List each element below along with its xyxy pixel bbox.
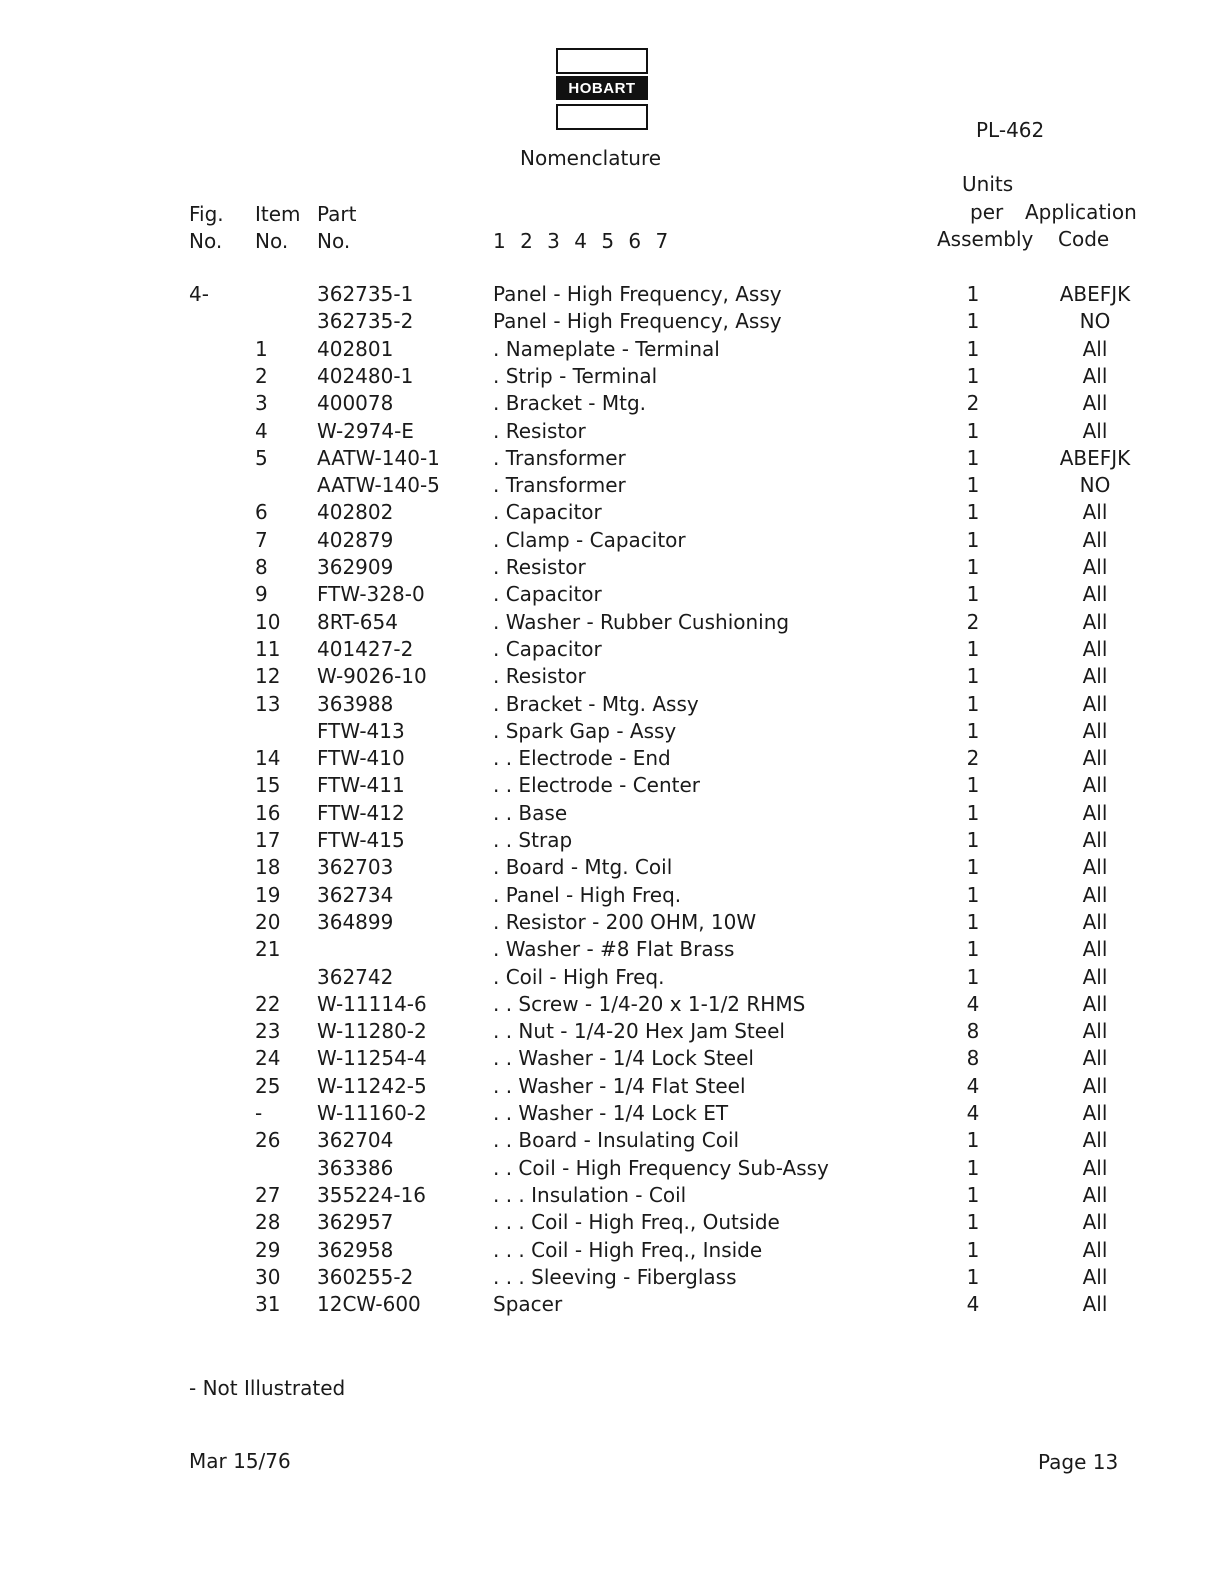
nomenclature: . Panel - High Freq. (493, 883, 682, 907)
application-code: NO (1079, 473, 1111, 497)
part-number: 12CW-600 (317, 1292, 421, 1316)
table-row (0, 772, 1222, 799)
units-per-assembly: 1 (966, 364, 980, 388)
application-code: All (1082, 937, 1108, 961)
application-code: All (1082, 664, 1108, 688)
table-row (0, 445, 1222, 472)
table-row (0, 964, 1222, 991)
item-number: 7 (255, 528, 268, 552)
units-per-assembly: 1 (966, 828, 980, 852)
part-number: 362957 (317, 1210, 394, 1234)
nomenclature: . . Electrode - End (493, 746, 671, 770)
nomenclature: . Bracket - Mtg. (493, 391, 647, 415)
nomenclature: . Washer - Rubber Cushioning (493, 610, 790, 634)
header-part-line1: Part (317, 202, 357, 226)
item-number: 18 (255, 855, 281, 879)
nomenclature: . Coil - High Freq. (493, 965, 665, 989)
application-code: All (1082, 910, 1108, 934)
item-number: 3 (255, 391, 268, 415)
nomenclature: Panel - High Frequency, Assy (493, 309, 782, 333)
part-number: 402480-1 (317, 364, 414, 388)
table-row (0, 499, 1222, 526)
nomenclature: . Capacitor (493, 582, 602, 606)
units-per-assembly: 1 (966, 773, 980, 797)
units-per-assembly: 1 (966, 1128, 980, 1152)
part-number: FTW-328-0 (317, 582, 425, 606)
nomenclature: . Capacitor (493, 637, 602, 661)
header-units-line3: Assembly (937, 227, 1034, 251)
part-number: FTW-412 (317, 801, 405, 825)
part-number: W-11280-2 (317, 1019, 427, 1043)
not-illustrated-note: - Not Illustrated (189, 1376, 346, 1400)
item-number: 12 (255, 664, 281, 688)
units-per-assembly: 1 (966, 446, 980, 470)
nomenclature: Spacer (493, 1292, 563, 1316)
table-row (0, 1155, 1222, 1182)
table-row (0, 1182, 1222, 1209)
header-app-line2: Code (1058, 227, 1110, 251)
part-number: 362734 (317, 883, 394, 907)
units-per-assembly: 1 (966, 309, 980, 333)
nomenclature: Panel - High Frequency, Assy (493, 282, 782, 306)
part-number: 360255-2 (317, 1265, 414, 1289)
units-per-assembly: 2 (966, 391, 980, 415)
item-number: 19 (255, 883, 281, 907)
logo-text: HOBART (556, 76, 648, 100)
header-fig-line2: No. (189, 229, 223, 253)
application-code: All (1082, 801, 1108, 825)
units-per-assembly: 1 (966, 719, 980, 743)
table-row (0, 691, 1222, 718)
page-number: Page 13 (1038, 1450, 1119, 1474)
part-number: 362704 (317, 1128, 394, 1152)
table-row (0, 554, 1222, 581)
table-row (0, 636, 1222, 663)
application-code: All (1082, 500, 1108, 524)
part-number: 400078 (317, 391, 394, 415)
nomenclature: . . Washer - 1/4 Flat Steel (493, 1074, 746, 1098)
item-number: 25 (255, 1074, 281, 1098)
nomenclature-label: Nomenclature (520, 146, 662, 170)
table-row (0, 745, 1222, 772)
item-number: - (255, 1101, 263, 1125)
part-number: 362735-1 (317, 282, 414, 306)
units-per-assembly: 1 (966, 965, 980, 989)
nomenclature: . . Board - Insulating Coil (493, 1128, 740, 1152)
table-row (0, 609, 1222, 636)
units-per-assembly: 1 (966, 555, 980, 579)
units-per-assembly: 2 (966, 610, 980, 634)
item-number: 29 (255, 1238, 281, 1262)
part-number: FTW-411 (317, 773, 405, 797)
application-code: All (1082, 1128, 1108, 1152)
item-number: 31 (255, 1292, 281, 1316)
units-per-assembly: 1 (966, 883, 980, 907)
nomenclature: . Nameplate - Terminal (493, 337, 720, 361)
table-row (0, 336, 1222, 363)
units-per-assembly: 1 (966, 1238, 980, 1262)
application-code: All (1082, 1238, 1108, 1262)
logo-bottom-box (556, 104, 648, 130)
nomenclature: . . Nut - 1/4-20 Hex Jam Steel (493, 1019, 785, 1043)
part-number: 363988 (317, 692, 394, 716)
item-number: 6 (255, 500, 268, 524)
table-row (0, 882, 1222, 909)
part-number: 355224-16 (317, 1183, 427, 1207)
header-part-line2: No. (317, 229, 351, 253)
item-number: 23 (255, 1019, 281, 1043)
application-code: All (1082, 582, 1108, 606)
header-item-line2: No. (255, 229, 289, 253)
units-per-assembly: 2 (966, 746, 980, 770)
item-number: 21 (255, 937, 281, 961)
nomenclature: . Resistor (493, 555, 586, 579)
nomenclature: . Bracket - Mtg. Assy (493, 692, 699, 716)
application-code: All (1082, 337, 1108, 361)
item-number: 5 (255, 446, 268, 470)
application-code: ABEFJK (1059, 282, 1131, 306)
units-per-assembly: 4 (966, 1101, 980, 1125)
table-row (0, 1237, 1222, 1264)
table-row (0, 308, 1222, 335)
nomenclature: . Strip - Terminal (493, 364, 658, 388)
application-code: All (1082, 1156, 1108, 1180)
nomenclature: . . Washer - 1/4 Lock Steel (493, 1046, 754, 1070)
nomenclature: . . . Coil - High Freq., Inside (493, 1238, 763, 1262)
table-row (0, 827, 1222, 854)
item-number: 8 (255, 555, 268, 579)
item-number: 28 (255, 1210, 281, 1234)
item-number: 1 (255, 337, 268, 361)
item-number: 17 (255, 828, 281, 852)
part-number: 402802 (317, 500, 394, 524)
table-row (0, 418, 1222, 445)
units-per-assembly: 4 (966, 1292, 980, 1316)
part-number: W-11242-5 (317, 1074, 427, 1098)
header-indent-levels: 1 2 3 4 5 6 7 (493, 229, 673, 253)
part-number: W-11114-6 (317, 992, 427, 1016)
item-number: 15 (255, 773, 281, 797)
item-number: 10 (255, 610, 281, 634)
table-row (0, 663, 1222, 690)
doc-number: PL-462 (976, 118, 1045, 142)
part-number: 401427-2 (317, 637, 414, 661)
application-code: NO (1079, 309, 1111, 333)
part-number: 402879 (317, 528, 394, 552)
nomenclature: . Board - Mtg. Coil (493, 855, 673, 879)
fig-number: 4- (189, 282, 209, 306)
table-row (0, 527, 1222, 554)
units-per-assembly: 1 (966, 582, 980, 606)
application-code: All (1082, 965, 1108, 989)
table-row (0, 936, 1222, 963)
part-number: 362742 (317, 965, 394, 989)
units-per-assembly: 1 (966, 637, 980, 661)
application-code: All (1082, 1046, 1108, 1070)
part-number: FTW-410 (317, 746, 405, 770)
application-code: All (1082, 637, 1108, 661)
units-per-assembly: 4 (966, 1074, 980, 1098)
table-row (0, 1291, 1222, 1318)
application-code: All (1082, 1019, 1108, 1043)
item-number: 30 (255, 1265, 281, 1289)
application-code: All (1082, 992, 1108, 1016)
units-per-assembly: 1 (966, 937, 980, 961)
part-number: 362958 (317, 1238, 394, 1262)
units-per-assembly: 1 (966, 282, 980, 306)
hobart-logo (556, 48, 646, 130)
application-code: All (1082, 610, 1108, 634)
part-number: 402801 (317, 337, 394, 361)
application-code: All (1082, 364, 1108, 388)
units-per-assembly: 1 (966, 1210, 980, 1234)
application-code: All (1082, 692, 1108, 716)
table-row (0, 1264, 1222, 1291)
table-row (0, 718, 1222, 745)
table-row (0, 390, 1222, 417)
application-code: All (1082, 528, 1108, 552)
table-row (0, 1100, 1222, 1127)
application-code: All (1082, 1210, 1108, 1234)
nomenclature: . . Strap (493, 828, 573, 852)
part-number: W-11160-2 (317, 1101, 427, 1125)
application-code: All (1082, 1265, 1108, 1289)
table-row (0, 854, 1222, 881)
nomenclature: . Resistor (493, 664, 586, 688)
nomenclature: . . . Insulation - Coil (493, 1183, 687, 1207)
header-fig-line1: Fig. (189, 202, 224, 226)
application-code: All (1082, 1183, 1108, 1207)
application-code: All (1082, 1292, 1108, 1316)
item-number: 11 (255, 637, 281, 661)
nomenclature: . . . Coil - High Freq., Outside (493, 1210, 780, 1234)
header-app-line1: Application (1025, 200, 1137, 224)
table-row (0, 1209, 1222, 1236)
application-code: All (1082, 419, 1108, 443)
nomenclature: . . Coil - High Frequency Sub-Assy (493, 1156, 829, 1180)
units-per-assembly: 1 (966, 801, 980, 825)
nomenclature: . Resistor - 200 OHM, 10W (493, 910, 757, 934)
application-code: All (1082, 828, 1108, 852)
units-per-assembly: 1 (966, 855, 980, 879)
units-per-assembly: 1 (966, 528, 980, 552)
units-per-assembly: 1 (966, 500, 980, 524)
nomenclature: . Washer - #8 Flat Brass (493, 937, 735, 961)
units-per-assembly: 1 (966, 692, 980, 716)
application-code: All (1082, 1074, 1108, 1098)
part-number: W-2974-E (317, 419, 414, 443)
table-row (0, 472, 1222, 499)
table-row (0, 1018, 1222, 1045)
table-row (0, 581, 1222, 608)
units-per-assembly: 1 (966, 419, 980, 443)
item-number: 2 (255, 364, 268, 388)
part-number: AATW-140-5 (317, 473, 440, 497)
units-per-assembly: 8 (966, 1019, 980, 1043)
item-number: 27 (255, 1183, 281, 1207)
item-number: 26 (255, 1128, 281, 1152)
part-number: FTW-413 (317, 719, 405, 743)
item-number: 20 (255, 910, 281, 934)
item-number: 4 (255, 419, 268, 443)
part-number: 8RT-654 (317, 610, 398, 634)
units-per-assembly: 1 (966, 1156, 980, 1180)
application-code: All (1082, 719, 1108, 743)
table-row (0, 800, 1222, 827)
item-number: 14 (255, 746, 281, 770)
nomenclature: . Capacitor (493, 500, 602, 524)
part-number: W-11254-4 (317, 1046, 427, 1070)
nomenclature: . . Base (493, 801, 568, 825)
nomenclature: . Clamp - Capacitor (493, 528, 686, 552)
units-per-assembly: 1 (966, 1183, 980, 1207)
application-code: All (1082, 855, 1108, 879)
units-per-assembly: 1 (966, 473, 980, 497)
units-per-assembly: 1 (966, 337, 980, 361)
table-row (0, 281, 1222, 308)
table-row (0, 1073, 1222, 1100)
header-units-line1: Units (962, 172, 1014, 196)
part-number: 362909 (317, 555, 394, 579)
units-per-assembly: 1 (966, 664, 980, 688)
table-row (0, 1127, 1222, 1154)
units-per-assembly: 4 (966, 992, 980, 1016)
application-code: All (1082, 1101, 1108, 1125)
logo-top-box (556, 48, 648, 74)
nomenclature: . . . Sleeving - Fiberglass (493, 1265, 737, 1289)
units-per-assembly: 1 (966, 1265, 980, 1289)
part-number: 363386 (317, 1156, 394, 1180)
nomenclature: . Spark Gap - Assy (493, 719, 677, 743)
nomenclature: . . Screw - 1/4-20 x 1-1/2 RHMS (493, 992, 806, 1016)
item-number: 22 (255, 992, 281, 1016)
application-code: All (1082, 746, 1108, 770)
part-number: 362735-2 (317, 309, 414, 333)
item-number: 16 (255, 801, 281, 825)
application-code: All (1082, 883, 1108, 907)
item-number: 9 (255, 582, 268, 606)
application-code: All (1082, 773, 1108, 797)
header-units-line2: per (970, 200, 1004, 224)
table-row (0, 1045, 1222, 1072)
part-number: 362703 (317, 855, 394, 879)
application-code: All (1082, 391, 1108, 415)
nomenclature: . . Electrode - Center (493, 773, 701, 797)
table-row (0, 363, 1222, 390)
units-per-assembly: 8 (966, 1046, 980, 1070)
units-per-assembly: 1 (966, 910, 980, 934)
application-code: All (1082, 555, 1108, 579)
part-number: FTW-415 (317, 828, 405, 852)
header-item-line1: Item (255, 202, 301, 226)
revision-date: Mar 15/76 (189, 1449, 291, 1473)
application-code: ABEFJK (1059, 446, 1131, 470)
item-number: 13 (255, 692, 281, 716)
part-number: 364899 (317, 910, 394, 934)
nomenclature: . Resistor (493, 419, 586, 443)
table-row (0, 909, 1222, 936)
table-row (0, 991, 1222, 1018)
part-number: W-9026-10 (317, 664, 427, 688)
part-number: AATW-140-1 (317, 446, 440, 470)
item-number: 24 (255, 1046, 281, 1070)
nomenclature: . Transformer (493, 473, 626, 497)
nomenclature: . Transformer (493, 446, 626, 470)
nomenclature: . . Washer - 1/4 Lock ET (493, 1101, 729, 1125)
